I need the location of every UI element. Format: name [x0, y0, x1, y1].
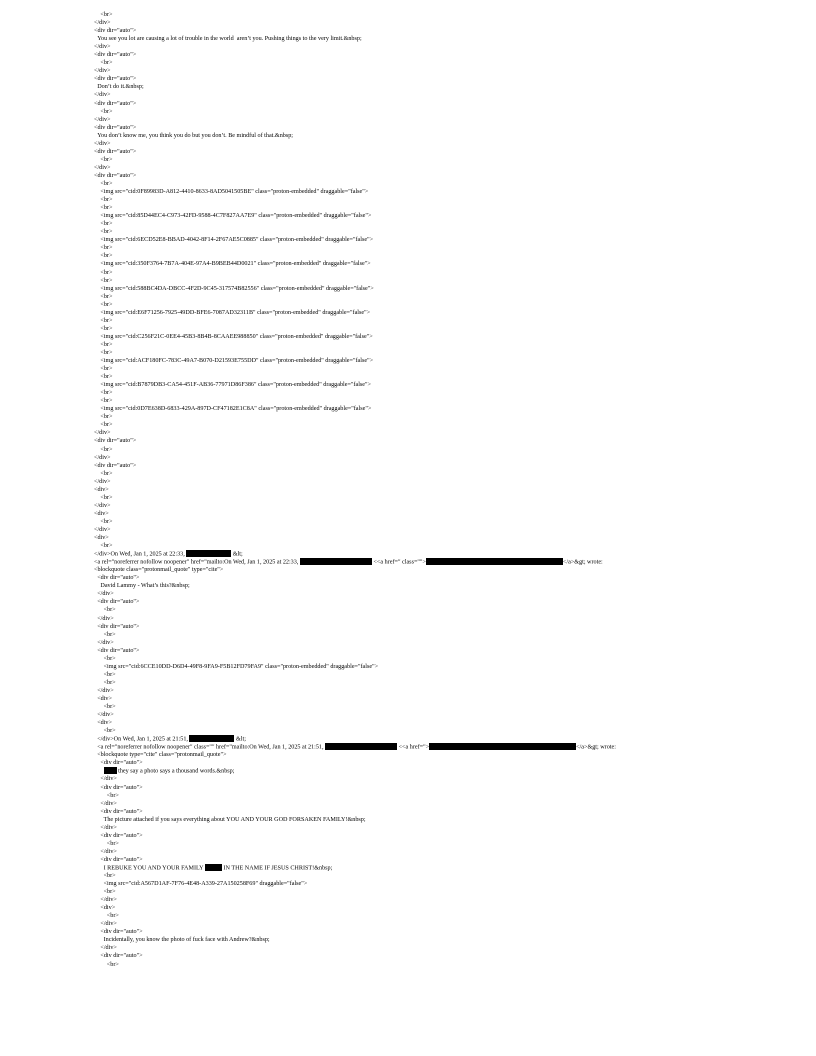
source-line	[94, 719, 804, 727]
source-line	[94, 293, 804, 301]
source-line	[94, 534, 804, 542]
source-line	[94, 236, 804, 244]
source-text: <br>	[100, 60, 113, 67]
source-line	[94, 27, 804, 35]
source-text: <a rel="noreferrer nofollow noopener" href="mailto:On Wed, Jan 1, 2025 at 22:33,	[94, 559, 300, 566]
source-line	[94, 767, 804, 775]
source-text: <div dir="auto">	[100, 856, 143, 863]
source-text: <br>	[100, 221, 113, 228]
source-line	[94, 582, 804, 590]
source-line	[94, 172, 804, 180]
source-line	[94, 872, 804, 880]
source-text: <br>	[100, 293, 113, 300]
source-text: <<a href=">	[397, 744, 430, 751]
source-line	[94, 59, 804, 67]
source-text: </div>	[100, 800, 117, 807]
source-line	[94, 896, 804, 904]
source-line	[94, 269, 804, 277]
source-line	[94, 928, 804, 936]
source-line	[94, 510, 804, 518]
source-text: You see you lot are causing a lot of trouble in the world aren’t you. Pushing things to the very limit.&nbsp;	[97, 36, 362, 43]
source-text: <div>	[94, 535, 109, 542]
source-line	[94, 494, 804, 502]
source-text: <br>	[100, 398, 113, 405]
source-text: </div>	[94, 116, 111, 123]
source-line	[94, 639, 804, 647]
source-line	[94, 558, 804, 566]
source-text: </div>	[100, 824, 117, 831]
source-text: </div>	[97, 712, 114, 719]
source-text: <div dir="auto">	[94, 76, 137, 83]
source-text: <br>	[100, 366, 113, 373]
source-text: <img src="cid:588BC4DA-DBCC-4F2D-9C45-317574B82556" class="proton-embedded" draggable="false">	[100, 285, 374, 292]
source-line	[94, 454, 804, 462]
source-line	[94, 647, 804, 655]
source-line	[94, 35, 804, 43]
source-line	[94, 75, 804, 83]
source-line	[94, 421, 804, 429]
source-line	[94, 357, 804, 365]
source-line	[94, 832, 804, 840]
source-line	[94, 429, 804, 437]
source-text: <br>	[100, 317, 113, 324]
source-text: <br>	[103, 671, 116, 678]
source-text: Incidentally, you know the photo of fuck face with Andrew?&nbsp;	[103, 937, 270, 944]
source-line	[94, 124, 804, 132]
source-line	[94, 349, 804, 357]
source-text: <img src="cid:85D44EC4-C973-42FD-9588-4C7F827AA7E9" class="proton-embedded" draggable="false">	[100, 213, 372, 220]
source-text: </div>	[100, 945, 117, 952]
source-line	[94, 631, 804, 639]
source-line	[94, 792, 804, 800]
source-line	[94, 277, 804, 285]
source-text: <div>	[100, 905, 116, 912]
source-text: <div>	[94, 486, 109, 493]
source-text: </div>	[94, 454, 111, 461]
source-text: <img src="cid:0F89983D-A812-4410-8633-8AD5041505BE" class="proton-embedded" draggable="false">	[100, 189, 369, 196]
source-text: <div dir="auto">	[94, 462, 137, 469]
source-text: </div>	[97, 687, 114, 694]
source-line	[94, 301, 804, 309]
source-text: <br>	[103, 607, 116, 614]
source-text: The picture attached if you says everything about YOU AND YOUR GOD FORSAKEN FAMILY!&nbsp;	[103, 816, 366, 823]
source-line	[94, 260, 804, 268]
source-text: <img src="cid:350F3764-7B7A-404E-97A4-B9BEB44D0021" class="proton-embedded" draggable="false">	[100, 261, 371, 268]
source-line	[94, 775, 804, 783]
source-line	[94, 220, 804, 228]
source-line	[94, 389, 804, 397]
source-line	[94, 961, 804, 969]
source-text: <img src="cid:6CCE10DD-D6D4-49F8-9FA9-F5B12FD79FA9" class="proton-embedded" draggable="false">	[103, 663, 379, 670]
source-line	[94, 100, 804, 108]
source-text: I REBUKE YOU AND YOUR FAMILY	[103, 865, 205, 872]
source-line	[94, 470, 804, 478]
source-text: </div>	[94, 478, 111, 485]
source-text: </div>	[94, 527, 111, 533]
redaction-box	[429, 743, 576, 750]
source-text: <div>	[97, 720, 112, 727]
source-line	[94, 751, 804, 759]
source-text: <br>	[100, 301, 113, 308]
source-line	[94, 655, 804, 663]
source-text: <br>	[100, 422, 113, 429]
source-text: <br>	[100, 374, 113, 381]
source-line	[94, 285, 804, 293]
redaction-box	[426, 558, 563, 565]
source-line	[94, 381, 804, 389]
source-text: <img src="cid:C256F21C-0EE4-45B3-8B4B-8CAAEE988850" class="proton-embedded" draggable="false">	[100, 333, 373, 340]
source-text: <div dir="auto">	[100, 929, 143, 936]
email-html-source-listing	[94, 11, 804, 969]
source-text: <br>	[100, 108, 113, 115]
source-line	[94, 542, 804, 550]
source-line	[94, 11, 804, 19]
source-line	[94, 598, 804, 606]
source-line	[94, 800, 804, 808]
source-text: <br>	[100, 543, 113, 550]
source-text: <div dir="auto">	[94, 148, 137, 155]
source-text: </div>	[94, 20, 111, 27]
source-line	[94, 703, 804, 711]
source-text: <br>	[100, 470, 113, 477]
source-text: <br>	[100, 518, 113, 525]
source-text: </div>On Wed, Jan 1, 2025 at 22:33,	[94, 551, 187, 558]
source-text: &lt;	[234, 736, 246, 743]
redaction-box	[189, 735, 234, 742]
source-text: <br>	[100, 325, 113, 332]
source-text: <div dir="auto">	[94, 100, 137, 107]
source-text: <br>	[100, 229, 113, 236]
source-text: <a rel="noreferrer nofollow noopener" class="" href="mailto:On Wed, Jan 1, 2025 at 21:51,	[97, 744, 326, 751]
source-line	[94, 526, 804, 534]
source-line	[94, 888, 804, 896]
source-text: <div dir="auto">	[94, 438, 137, 445]
source-text: <br>	[100, 341, 113, 348]
source-text: <br>	[106, 792, 119, 799]
source-line	[94, 880, 804, 888]
source-line	[94, 743, 804, 751]
source-text: <br>	[100, 197, 113, 204]
source-text: <br>	[100, 156, 113, 163]
source-line	[94, 590, 804, 598]
source-line	[94, 735, 804, 743]
source-text: <div>	[97, 695, 112, 702]
source-line	[94, 333, 804, 341]
source-text: </div>	[100, 921, 117, 928]
source-text: <br>	[103, 873, 116, 880]
source-text: </div>	[100, 776, 117, 783]
source-line	[94, 325, 804, 333]
source-text: <br>	[100, 12, 113, 18]
source-line	[94, 711, 804, 719]
source-text: <img src="cid:6ECD52E8-BBAD-4042-8F14-2F67AE5C0885" class="proton-embedded" draggable="false">	[100, 237, 374, 244]
source-line	[94, 856, 804, 864]
source-text: <div dir="auto">	[94, 28, 137, 35]
source-line	[94, 920, 804, 928]
source-line	[94, 824, 804, 832]
source-text: <br>	[100, 180, 113, 187]
source-text: <div dir="auto">	[94, 172, 137, 179]
source-text: <div dir="auto">	[97, 599, 140, 606]
source-line	[94, 116, 804, 124]
source-line	[94, 952, 804, 960]
source-text: <br>	[100, 205, 113, 212]
source-line	[94, 566, 804, 574]
redaction-box	[325, 743, 397, 750]
source-text: <br>	[100, 390, 113, 397]
source-text: <br>	[103, 704, 116, 711]
source-text: they say a photo says a thousand words.&nbsp;	[116, 769, 235, 775]
source-line	[94, 365, 804, 373]
source-line	[94, 67, 804, 75]
source-text: </div>	[94, 502, 111, 509]
source-text: </div>	[94, 430, 111, 437]
source-line	[94, 405, 804, 413]
source-text: <img src="cid:B7879DB3-CA54-451F-AB36-77971D86F386" class="proton-embedded" draggable="false">	[100, 382, 371, 389]
redaction-box	[104, 767, 117, 774]
source-line	[94, 606, 804, 614]
source-text: </div>	[100, 848, 117, 855]
source-text: <img src="cid:0D7E638D-6833-429A-897D-CF47182E1C8A" class="proton-embedded" draggable="false">	[100, 406, 372, 413]
source-line	[94, 687, 804, 695]
source-text: <blockquote class="protonmail_quote" type="cite">	[94, 567, 224, 574]
source-line	[94, 413, 804, 421]
source-line	[94, 574, 804, 582]
source-line	[94, 550, 804, 558]
source-line	[94, 446, 804, 454]
source-line	[94, 91, 804, 99]
source-text: <br>	[100, 253, 113, 260]
source-line	[94, 317, 804, 325]
source-text: <img src="cid:A567D1AF-7F76-4E48-A339-27A150258F69" draggable="false">	[103, 881, 308, 888]
source-text: <br>	[103, 655, 116, 662]
source-text: <br>	[100, 349, 113, 356]
source-line	[94, 904, 804, 912]
redaction-box	[300, 558, 372, 565]
source-line	[94, 196, 804, 204]
source-text: </div>	[100, 897, 117, 904]
source-line	[94, 156, 804, 164]
source-text: <div dir="auto">	[97, 575, 140, 582]
source-line	[94, 341, 804, 349]
source-line	[94, 437, 804, 445]
source-line	[94, 848, 804, 856]
source-text: </div>	[94, 44, 111, 51]
source-text: <div dir="auto">	[94, 124, 137, 131]
source-line	[94, 252, 804, 260]
source-line	[94, 51, 804, 59]
source-line	[94, 228, 804, 236]
source-text: <br>	[100, 494, 113, 501]
source-text: <div>	[94, 510, 109, 517]
source-text: <br>	[100, 414, 113, 421]
source-text: <br>	[100, 269, 113, 276]
source-text: <img src="cid:ACF180FC-783C-49A7-B070-D21593E755DD" class="proton-embedded" draggable="false">	[100, 358, 374, 365]
source-line	[94, 19, 804, 27]
source-text: <div dir="auto">	[97, 647, 140, 654]
source-line	[94, 373, 804, 381]
source-text: You don’t know me, you think you do but you don’t. Be mindful of that.&nbsp;	[97, 132, 294, 139]
source-text: Don’t do it.&nbsp;	[97, 84, 144, 91]
source-text: </a>&gt; wrote:	[562, 559, 603, 566]
source-line	[94, 502, 804, 510]
source-text: </div>	[97, 591, 114, 598]
source-line	[94, 671, 804, 679]
source-line	[94, 840, 804, 848]
source-line	[94, 623, 804, 631]
source-text: <div dir="auto">	[100, 953, 143, 960]
source-line	[94, 695, 804, 703]
source-line	[94, 244, 804, 252]
source-text: <blockquote type="cite" class="protonmail_quote">	[97, 752, 227, 759]
source-line	[94, 912, 804, 920]
source-line	[94, 204, 804, 212]
source-line	[94, 108, 804, 116]
source-line	[94, 936, 804, 944]
source-text: </div>On Wed, Jan 1, 2025 at 21:51,	[97, 736, 190, 743]
source-text: <img src="cid:E6F71256-7925-49DD-BFE6-7087AD32311B" class="proton-embedded" draggable="false">	[100, 309, 371, 316]
source-line	[94, 132, 804, 140]
source-text: IN THE NAME IF JESUS CHRIST!&nbsp;	[221, 865, 333, 872]
source-line	[94, 727, 804, 735]
source-text: </div>	[94, 140, 111, 147]
source-text: David Lammy - What’s this?&nbsp;	[100, 583, 190, 590]
source-line	[94, 164, 804, 172]
source-line	[94, 140, 804, 148]
source-line	[94, 397, 804, 405]
source-text: </div>	[97, 615, 114, 622]
source-text: <br>	[103, 679, 116, 686]
source-line	[94, 808, 804, 816]
source-line	[94, 212, 804, 220]
source-text: </div>	[94, 68, 111, 75]
source-line	[94, 180, 804, 188]
source-text: <div dir="auto">	[97, 623, 140, 630]
source-text: <br>	[100, 245, 113, 252]
source-text: </div>	[94, 92, 111, 99]
source-text: <br>	[106, 840, 119, 847]
source-text: <div dir="auto">	[94, 52, 137, 59]
source-text: <br>	[100, 277, 113, 284]
source-line	[94, 43, 804, 51]
source-text: <div dir="auto">	[100, 832, 143, 839]
source-line	[94, 759, 804, 767]
source-line	[94, 188, 804, 196]
source-text: <br>	[100, 446, 113, 453]
source-line	[94, 816, 804, 824]
source-text: <div dir="auto">	[100, 784, 143, 791]
source-line	[94, 309, 804, 317]
source-line	[94, 679, 804, 687]
source-line	[94, 663, 804, 671]
source-text: </div>	[97, 639, 114, 646]
source-text: <br>	[106, 913, 119, 920]
source-text: <div dir="auto">	[100, 808, 143, 815]
source-line	[94, 478, 804, 486]
source-line	[94, 83, 804, 91]
source-text: <br>	[106, 961, 119, 968]
source-text: <br>	[103, 631, 116, 638]
source-text: &lt;	[231, 551, 243, 558]
redaction-box	[205, 864, 222, 871]
source-text: <br>	[103, 728, 116, 735]
source-line	[94, 486, 804, 494]
source-line	[94, 518, 804, 526]
source-text: <br>	[103, 889, 116, 896]
source-line	[94, 462, 804, 470]
source-line	[94, 615, 804, 623]
source-text: </a>&gt; wrote:	[576, 744, 616, 751]
source-text: </div>	[94, 164, 111, 171]
source-line	[94, 864, 804, 872]
source-line	[94, 784, 804, 792]
source-line	[94, 944, 804, 952]
redaction-box	[186, 550, 231, 557]
source-text: <div dir="auto">	[100, 760, 143, 767]
source-text: <<a href=" class="">	[371, 559, 426, 566]
source-line	[94, 148, 804, 156]
